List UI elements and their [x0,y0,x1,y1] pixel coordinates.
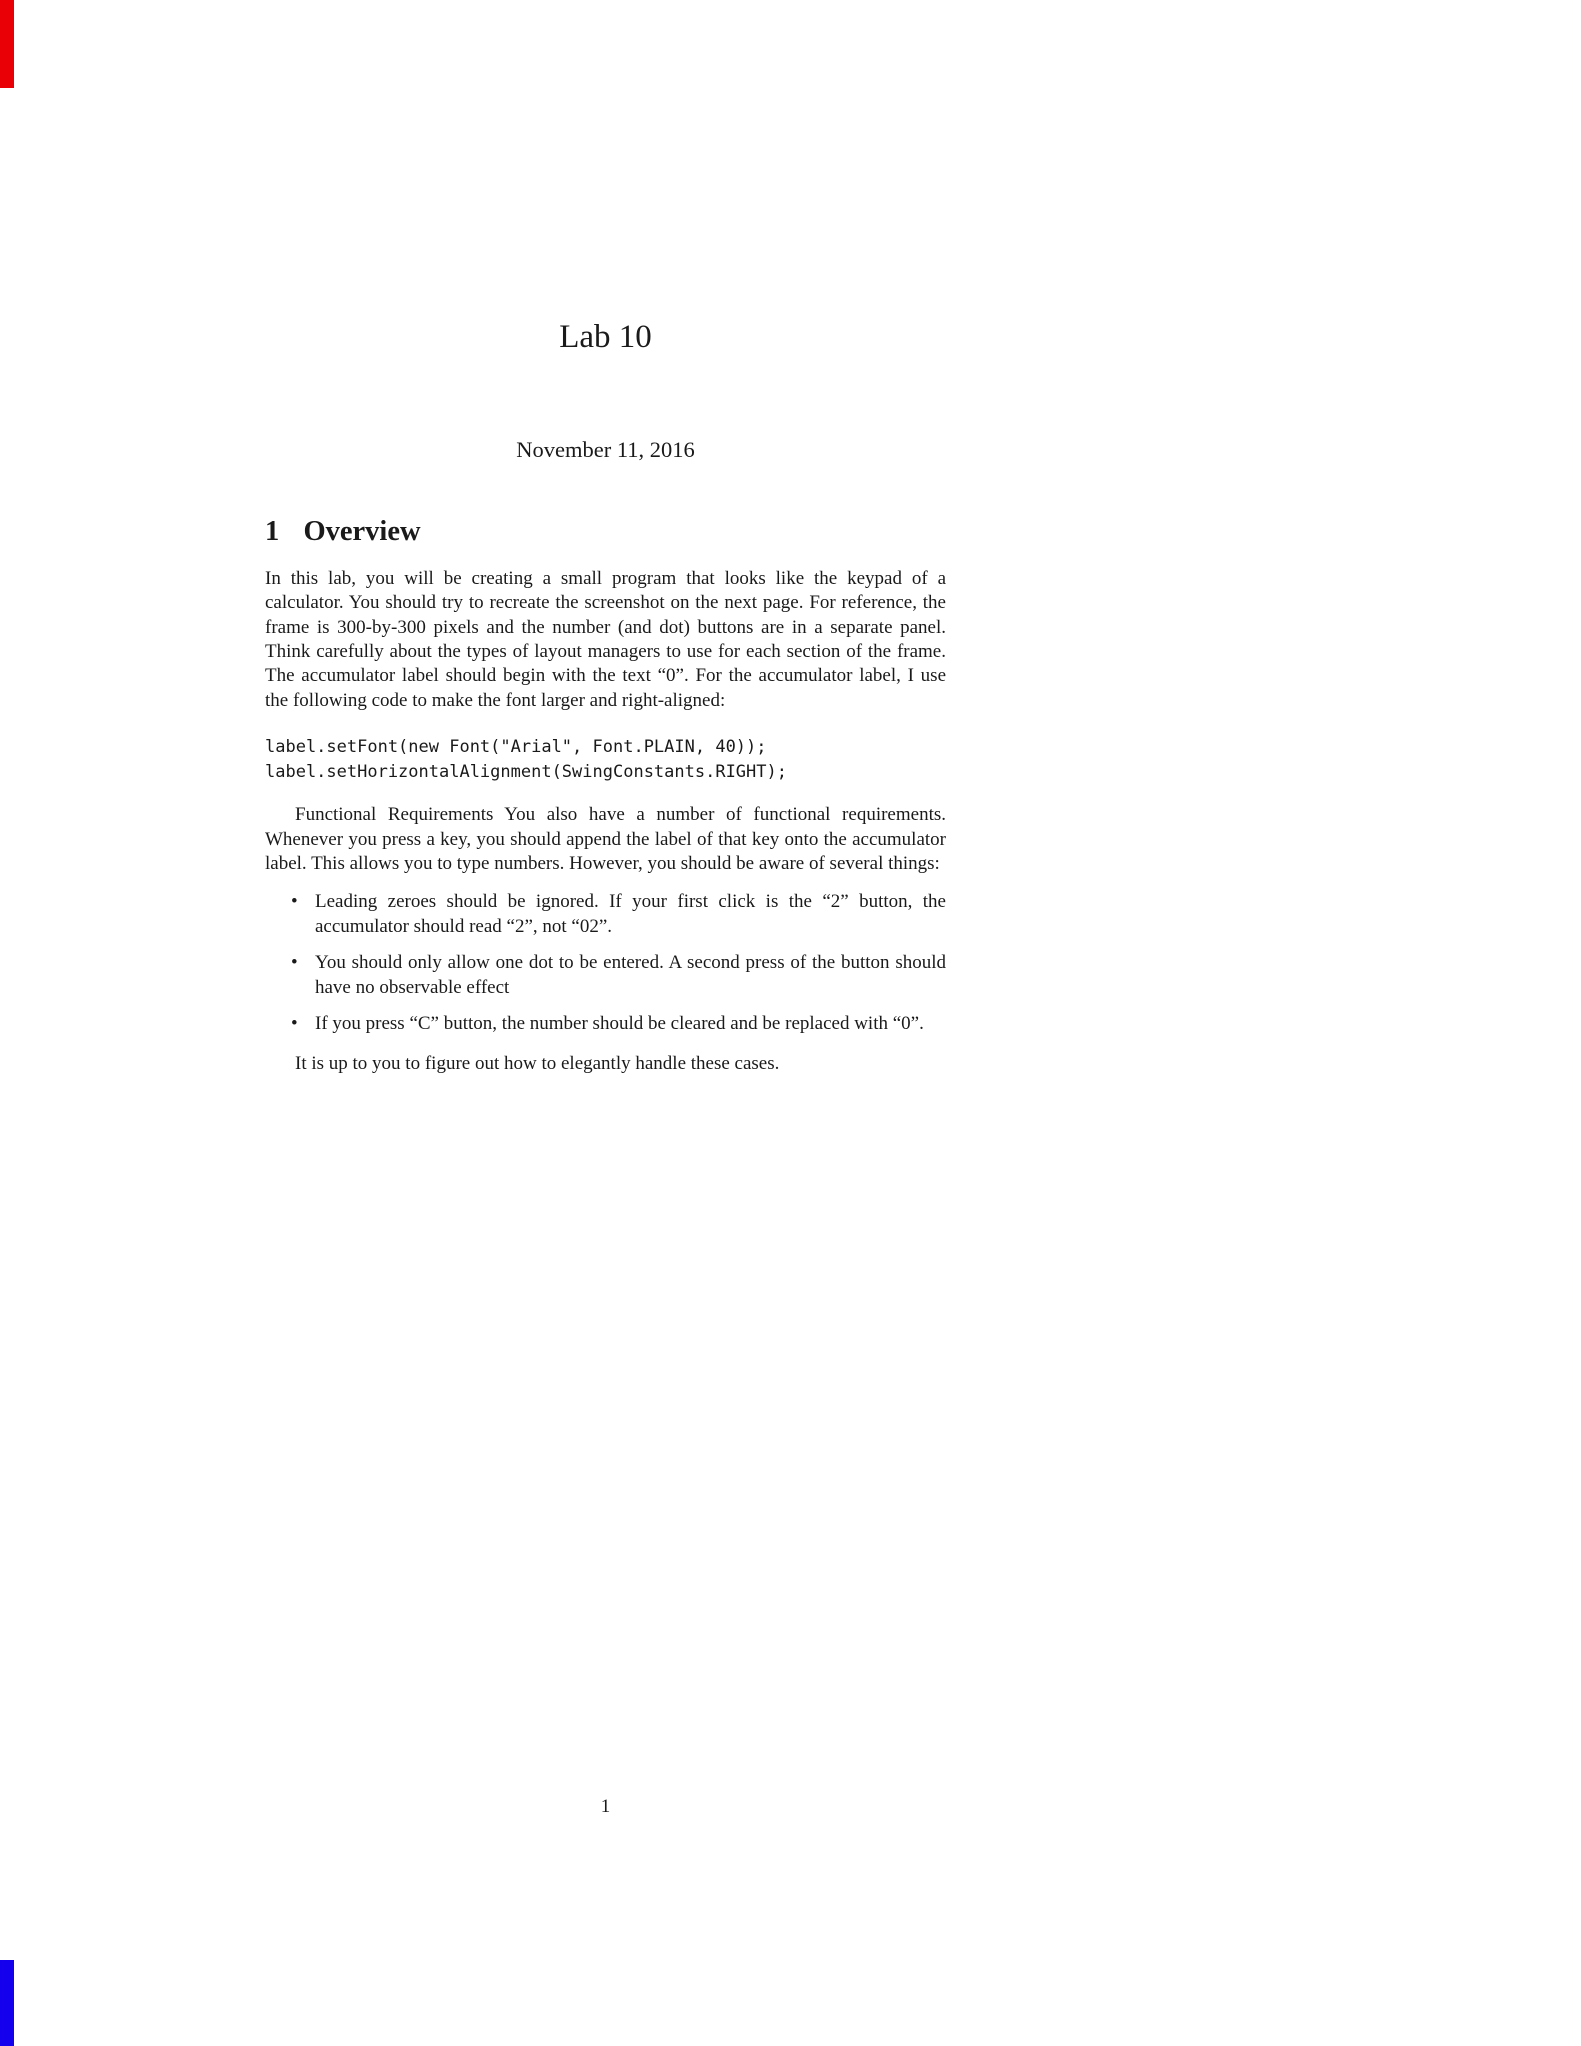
document-content [265,0,946,1817]
page-number: 1 [600,1796,611,1817]
bottom-left-blue-edge-mark [0,1960,14,2046]
code-block [265,735,946,785]
section-number: 1 [265,515,280,547]
bullet-item-leading-zeroes: • Leading zeroes should be ignored. If your first click is the “2” button, the accumulator should read “2”, not “02”. [315,890,946,939]
bullet-item-clear-button: • If you press “C” button, the number should be cleared and be replaced with “0”. [315,1012,946,1036]
code-line-1: label.setFont(new Font("Arial", Font.PLAIN, 40)); [265,737,767,758]
closing-paragraph: It is up to you to figure out how to elegantly handle these cases. [295,1053,780,1075]
section-title: Overview [303,515,421,547]
document-title: Lab 10 [559,319,652,355]
top-left-red-edge-mark [0,0,14,88]
section-heading [265,515,946,549]
code-line-2: label.setHorizontalAlignment(SwingConstants.RIGHT); [265,762,787,783]
bullet-item-single-dot: • You should only allow one dot to be entered. A second press of the button should have no observable effect [315,951,946,1000]
document-date: November 11, 2016 [516,436,695,462]
functional-requirements-paragraph: Functional Requirements You also have a number of functional requirements. Whenever you press a key, you should append the label of that key onto the accumulator label. This allows you to type numbers. However, you should be aware of several things: [265,804,946,875]
intro-paragraph: In this lab, you will be creating a small program that looks like the keypad of a calculator. You should try to recreate the screenshot on the next page. For reference, the frame is 300-by-300 pixels and the number (and dot) buttons are in a separate panel. Think carefully about the types of layout managers to use for each section of the frame. The accumulator label should begin with the text “0”. For the accumulator label, I use the following code to make the font larger and right-aligned: [265,567,946,711]
requirements-bullet-list [265,890,946,1036]
